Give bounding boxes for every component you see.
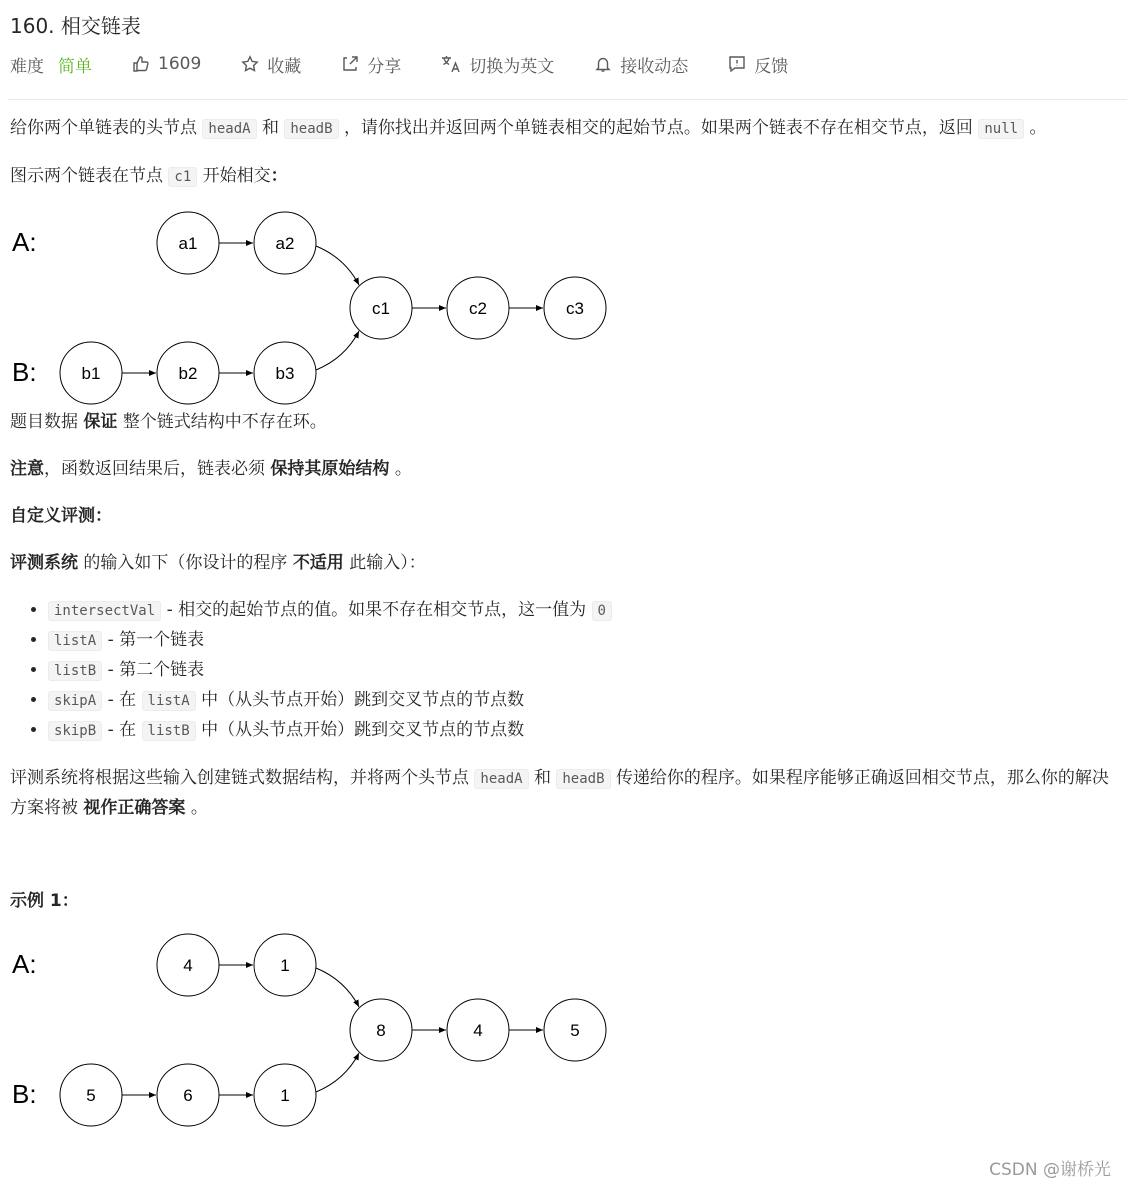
code-headB: headB — [284, 119, 338, 139]
node-label: 6 — [183, 1086, 193, 1105]
node-b3 — [254, 1064, 316, 1126]
list-item — [48, 716, 1120, 746]
node-label: b1 — [81, 364, 101, 383]
example-diagram — [0, 920, 620, 1130]
problem-description — [10, 114, 1120, 1130]
divider — [8, 99, 1127, 100]
feedback-label: 反馈 — [754, 56, 789, 77]
favorite-label: 收藏 — [267, 56, 302, 77]
translate-icon — [441, 55, 461, 73]
node-label: b2 — [178, 364, 198, 383]
node-label: b3 — [275, 364, 295, 383]
text-bold: 不适用 — [292, 553, 344, 573]
code-skipB: skipB — [48, 721, 102, 741]
edge — [316, 968, 359, 1007]
node-c3 — [544, 277, 606, 339]
paragraph-judge-input — [10, 549, 1120, 578]
code-headA: headA — [202, 119, 256, 139]
switch-language-button[interactable] — [441, 52, 554, 77]
difficulty-label: 难度 — [10, 56, 44, 77]
paragraph-no-cycle — [10, 408, 1120, 437]
text: 题目数据 — [10, 412, 78, 432]
text: 评测系统将根据这些输入创建链式数据结构，并将两个头节点 — [10, 768, 469, 788]
text: 给你两个单链表的头节点 — [10, 118, 197, 138]
text: 开始相交 — [202, 166, 271, 186]
node-label: a1 — [178, 234, 198, 253]
paragraph-figure-caption — [10, 162, 1120, 192]
example-heading: 示例 1： — [10, 891, 79, 911]
node-label: a2 — [275, 234, 295, 253]
meta-bar — [10, 52, 788, 76]
text: 图示两个链表在节点 — [10, 166, 163, 186]
list-item — [48, 596, 1120, 626]
node-label: 5 — [570, 1021, 580, 1040]
text-bold: 注意 — [10, 459, 44, 479]
node-b2 — [157, 1064, 219, 1126]
node-c3 — [544, 999, 606, 1061]
paragraph-intro — [10, 114, 1120, 144]
share-button[interactable] — [341, 52, 401, 77]
node-label: 4 — [473, 1021, 483, 1040]
page-title: 160. 相交链表 — [10, 14, 141, 38]
text: - 第一个链表 — [107, 630, 205, 650]
list-item — [48, 686, 1120, 716]
text: 的输入如下（你设计的程序 — [83, 553, 288, 573]
node-b1 — [60, 342, 122, 404]
node-label: 4 — [183, 956, 193, 975]
difficulty-value: 简单 — [58, 56, 92, 77]
text: - 在 — [107, 690, 137, 710]
text-bold: 保持其原始结构 — [270, 459, 390, 479]
node-b2 — [157, 342, 219, 404]
text-bold: 评测系统 — [10, 553, 78, 573]
text-bold: 保证 — [83, 412, 118, 432]
node-c2 — [447, 999, 509, 1061]
text: 中（从头节点开始）跳到交叉节点的节点数 — [201, 720, 525, 740]
edge — [316, 1053, 359, 1092]
favorite-button[interactable] — [241, 52, 301, 77]
text: 整个链式结构中不存在环。 — [122, 412, 327, 432]
subscribe-button[interactable] — [594, 52, 688, 77]
text: 和 — [261, 118, 279, 138]
node-c2 — [447, 277, 509, 339]
node-c1 — [350, 999, 412, 1061]
code-listB: listB — [142, 721, 196, 741]
code-headA: headA — [474, 769, 528, 789]
feedback-icon — [728, 55, 746, 73]
text: 和 — [533, 768, 551, 788]
list-b-label: B: — [12, 1079, 37, 1109]
text-bold: 视作正确答案 — [83, 798, 186, 818]
code-skipA: skipA — [48, 691, 102, 711]
switch-language-label: 切换为英文 — [469, 56, 555, 77]
paragraph-judge-process — [10, 764, 1120, 823]
text: 中（从头节点开始）跳到交叉节点的节点数 — [201, 690, 525, 710]
node-b3 — [254, 342, 316, 404]
text: 。 — [394, 459, 412, 479]
node-label: c1 — [372, 299, 390, 318]
node-label: 1 — [280, 1086, 290, 1105]
like-count: 1609 — [158, 54, 202, 74]
intersection-diagram — [0, 198, 620, 408]
code-null: null — [978, 119, 1024, 139]
like-button[interactable] — [132, 54, 201, 74]
share-label: 分享 — [367, 56, 402, 77]
text: ： — [270, 166, 288, 186]
thumbs-up-icon — [132, 55, 150, 73]
code-zero: 0 — [592, 601, 612, 621]
node-label: 5 — [86, 1086, 96, 1105]
list-item — [48, 626, 1120, 656]
node-label: 8 — [376, 1021, 386, 1040]
edge — [316, 331, 359, 370]
text: ，函数返回结果后，链表必须 — [44, 459, 265, 479]
code-listB: listB — [48, 661, 102, 681]
list-a-label: A: — [12, 227, 37, 257]
text: - 在 — [107, 720, 137, 740]
node-label: c3 — [566, 299, 584, 318]
custom-judge-heading: 自定义评测： — [10, 506, 112, 526]
feedback-button[interactable] — [728, 52, 788, 77]
star-icon — [241, 55, 259, 73]
list-b-label: B: — [12, 357, 37, 387]
text: ，请你找出并返回两个单链表相交的起始节点。如果两个链表不存在相交节点，返回 — [343, 118, 973, 138]
watermark: CSDN @谢桥光 — [989, 1160, 1111, 1180]
node-label: c2 — [469, 299, 487, 318]
code-listA: listA — [48, 631, 102, 651]
code-headB: headB — [556, 769, 610, 789]
node-a2 — [254, 212, 316, 274]
node-label: 1 — [280, 956, 290, 975]
share-icon — [341, 55, 359, 73]
node-b1 — [60, 1064, 122, 1126]
paragraph-note — [10, 455, 1120, 484]
text: - 相交的起始节点的值。如果不存在相交节点，这一值为 — [166, 600, 587, 620]
text: - 第二个链表 — [107, 660, 205, 680]
input-list — [10, 596, 1120, 746]
subscribe-label: 接收动态 — [620, 56, 689, 77]
node-a2 — [254, 934, 316, 996]
list-a-label: A: — [12, 949, 37, 979]
node-c1 — [350, 277, 412, 339]
edge — [316, 246, 359, 285]
text: 。 — [1029, 118, 1047, 138]
code-listA: listA — [142, 691, 196, 711]
code-intersectVal: intersectVal — [48, 601, 161, 621]
code-c1: c1 — [168, 167, 197, 187]
list-item — [48, 656, 1120, 686]
text: 此输入）： — [349, 553, 426, 573]
node-a1 — [157, 212, 219, 274]
node-a1 — [157, 934, 219, 996]
text: 传递给你的程序。如果程序能够正确返回相交节点，那么你的解决方案将被 — [10, 768, 1109, 818]
bell-icon — [594, 55, 612, 73]
text: 。 — [190, 798, 208, 818]
